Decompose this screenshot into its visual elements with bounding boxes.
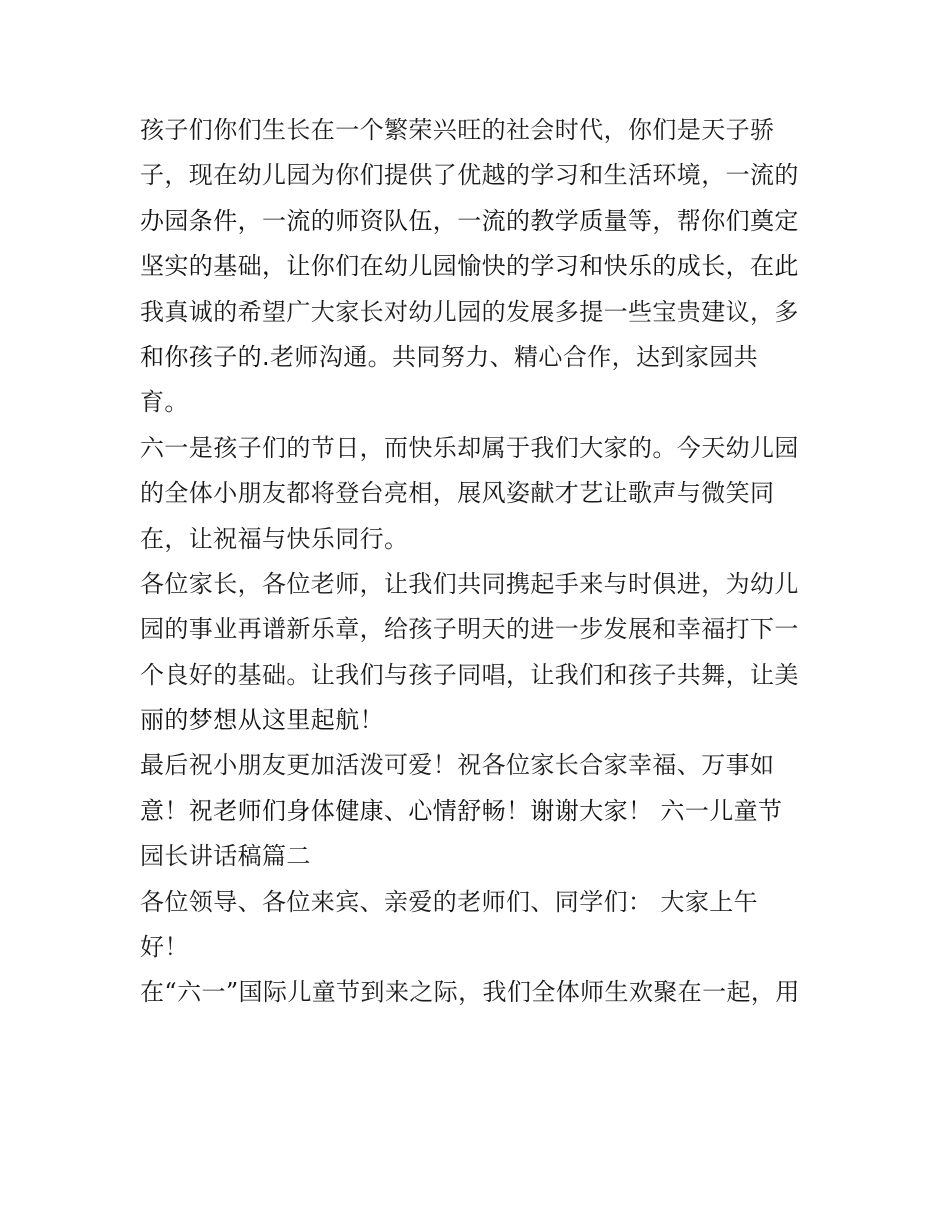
text-line: 最后祝小朋友更加活泼可爱！祝各位家长合家幸福、万事如 <box>140 751 775 780</box>
text-line: 好！ <box>140 933 189 962</box>
text-line: 办园条件，一流的师资队伍，一流的教学质量等，帮你们奠定 <box>140 206 799 235</box>
text-line: 子，现在幼儿园为你们提供了优越的学习和生活环境，一流的 <box>140 161 799 190</box>
text-line: 育。 <box>140 388 189 417</box>
section-heading-line: 园长讲话稿篇二 <box>140 842 311 871</box>
text-line: 坚实的基础，让你们在幼儿园愉快的学习和快乐的成长，在此 <box>140 252 799 281</box>
text-line: 在，让祝福与快乐同行。 <box>140 524 409 553</box>
text-line: 六一是孩子们的节日，而快乐却属于我们大家的。今天幼儿园 <box>140 433 799 462</box>
text-line: 各位家长，各位老师，让我们共同携起手来与时俱进，为幼儿 <box>140 569 799 598</box>
text-line <box>140 335 820 380</box>
text-line: 的全体小朋友都将登台亮相，展风姿献才艺让歌声与微笑同 <box>140 479 775 508</box>
text-line: 意！祝老师们身体健康、心情舒畅！谢谢大家！ 六一儿童节 <box>140 796 783 825</box>
text-fragment: 老师沟通。共同努力、精心合作，达到家园共 <box>270 342 759 371</box>
speech-text-block <box>140 108 820 1016</box>
text-line: 个良好的基础。让我们与孩子同唱，让我们和孩子共舞，让美 <box>140 660 799 689</box>
text-line: 各位领导、各位来宾、亲爱的老师们、同学们： 大家上午 <box>140 887 759 916</box>
text-fragment: 和你孩子的. <box>140 342 271 371</box>
text-line: 丽的梦想从这里起航！ <box>140 706 384 735</box>
text-line: 孩子们你们生长在一个繁荣兴旺的社会时代，你们是天子骄 <box>140 116 775 144</box>
text-line: 园的事业再谱新乐章，给孩子明天的进一步发展和幸福打下一 <box>140 615 799 644</box>
text-line: 在“六一”国际儿童节到来之际，我们全体师生欢聚在一起，用 <box>140 978 800 1007</box>
text-line: 我真诚的希望广大家长对幼儿园的发展多提一些宝贵建议，多 <box>140 297 799 326</box>
